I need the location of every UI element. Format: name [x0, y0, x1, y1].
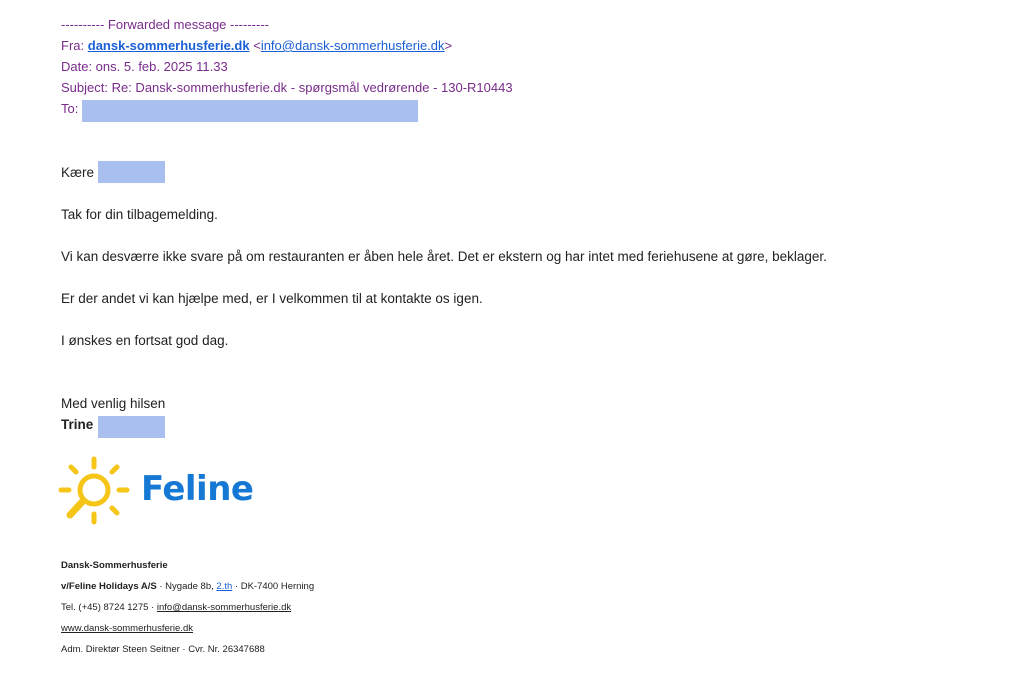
signature-address-line [61, 581, 314, 593]
signature-phone: Tel. (+45) 8724 1275 · [61, 602, 157, 613]
signature-floor-link[interactable]: 2.th [216, 581, 233, 592]
paragraph-good-day: I ønskes en fortsat god dag. [61, 333, 229, 348]
feline-logo-text: Feline [141, 469, 254, 509]
redacted-recipient-name [98, 161, 165, 183]
forwarded-message-divider: ---------- Forwarded message --------- [61, 17, 269, 32]
redacted-recipient [82, 100, 418, 122]
to-label: To: [61, 101, 79, 116]
signature-company: Dansk-Sommerhusferie [61, 560, 168, 571]
redacted-signer-surname [98, 416, 165, 438]
closing: Med venlig hilsen [61, 396, 166, 411]
from-email-close: > [444, 38, 453, 53]
signature-director: Adm. Direktør Steen Seitner · Cvr. Nr. 26347688 [61, 644, 265, 655]
date-line: Date: ons. 5. feb. 2025 11.33 [61, 59, 228, 74]
signature-city: · DK-7400 Herning [232, 581, 315, 592]
signature-website-line [61, 623, 193, 635]
paragraph-thanks: Tak for din tilbagemelding. [61, 207, 218, 222]
from-sender-link[interactable]: dansk-sommerhusferie.dk [87, 38, 250, 53]
paragraph-restaurant: Vi kan desværre ikke svare på om restauranten er åben hele året. Det er ekstern og har intet med feriehusene at gøre, beklager. [61, 249, 827, 264]
from-email-link[interactable]: info@dansk-sommerhusferie.dk [260, 38, 445, 53]
paragraph-help: Er der andet vi kan hjælpe med, er I velkommen til at kontakte os igen. [61, 291, 483, 306]
from-line [61, 38, 452, 53]
signer-name: Trine [61, 417, 94, 432]
signature-street: · Nygade 8b, [156, 581, 217, 592]
from-label: Fra: [61, 38, 85, 53]
signature-email-link[interactable]: info@dansk-sommerhusferie.dk [156, 602, 292, 613]
signature-legal-name: v/Feline Holidays A/S [61, 581, 157, 592]
from-email-open: < [253, 38, 261, 53]
signature-website-link[interactable]: www.dansk-sommerhusferie.dk [61, 623, 193, 634]
greeting: Kære [61, 165, 95, 180]
signature-contact-line [61, 602, 291, 614]
subject-line: Subject: Re: Dansk-sommerhusferie.dk - spørgsmål vedrørende - 130-R10443 [61, 80, 513, 95]
sun-magnifier-icon [58, 455, 130, 527]
